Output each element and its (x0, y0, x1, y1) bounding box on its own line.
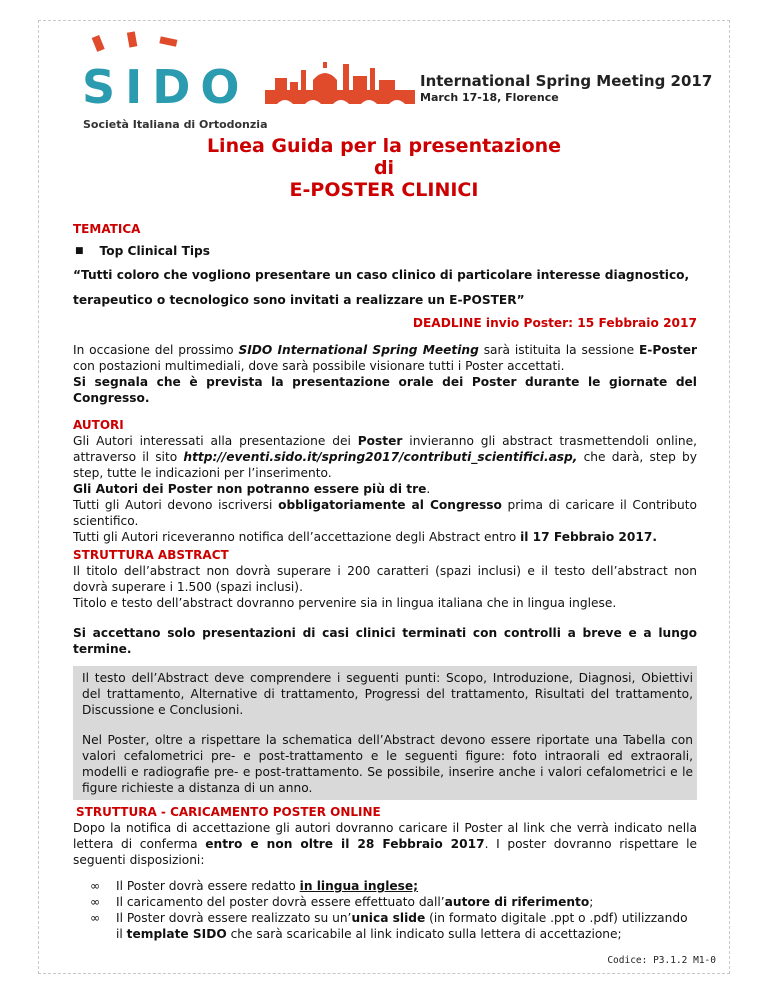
title-line-1: Linea Guida per la presentazione (206, 135, 562, 157)
quote-line-2: terapeutico o tecnologico sono invitati a realizzare un E-POSTER” (73, 293, 525, 307)
bullet-text: Top Clinical Tips (99, 244, 211, 258)
section-tematica (73, 221, 697, 331)
text: Il Poster dovrà essere redatto (116, 879, 300, 893)
text: invieranno gli abstract trasmettendoli online, attraverso il sito (73, 434, 697, 464)
intro-note: Si segnala che è prevista la presentazione orale dei Poster durante le giornate del Congresso. (73, 375, 697, 405)
requirements-list (73, 878, 697, 942)
text: . I poster dovranno rispettare le seguenti disposizioni: (73, 837, 697, 867)
logo-marks-icon (88, 30, 198, 62)
section-intro (73, 342, 697, 406)
header (80, 30, 713, 131)
text: con postazioni multimediali, dove sarà possibile visionare tutti i Poster accettati. (73, 359, 565, 373)
logo-text: SIDO (82, 60, 250, 114)
text: prima di caricare il Contributo scientifico. (73, 498, 697, 528)
submission-link[interactable]: http://eventi.sido.it/spring2017/contributi_scientifici.asp, (183, 450, 578, 464)
section-autori (73, 417, 697, 545)
list-item (90, 894, 697, 910)
square-bullet-icon: ■ (75, 246, 84, 256)
section-heading: STRUTTURA ABSTRACT (73, 548, 229, 562)
page-border-bottom (38, 973, 730, 974)
autori-paragraph-3 (73, 497, 697, 529)
box-paragraph-2: Nel Poster, oltre a rispettare la schematica dell’Abstract devono essere riportate una Tabella con valori cefalometrici pre- e post-trattamento e le seguenti figure: foto intraorali ed extraorali, modelli e radiografie pre- e post-trattamento. Se possibile, inserire anche i valori cefalometrici e le figure richieste a distanza di un anno. (82, 733, 693, 795)
autori-paragraph-4 (73, 529, 697, 545)
text: In occasione del prossimo (73, 343, 239, 357)
text: template SIDO (126, 927, 227, 941)
quote (73, 263, 697, 313)
quote-line-1: “Tutti coloro che vogliono presentare un caso clinico di particolare interesse diagnostico, (73, 268, 690, 282)
intro-paragraph (73, 342, 697, 374)
abstract-paragraph-2: Titolo e testo dell’abstract dovranno pervenire sia in lingua italiana che in lingua inglese. (73, 596, 617, 610)
list-item (90, 910, 697, 942)
document-title (0, 135, 768, 201)
title-line-3: E-POSTER CLINICI (289, 179, 479, 201)
text: sarà istituita la sessione (478, 343, 639, 357)
text: obbligatoriamente al Congresso (278, 498, 502, 512)
deadline-text: DEADLINE invio Poster: 15 Febbraio 2017 (412, 316, 697, 330)
abstract-requirements-box (73, 666, 697, 800)
text: il 17 Febbraio 2017. (520, 530, 657, 544)
text: E-Poster (638, 343, 698, 357)
text: Dopo la notifica di accettazione gli autori dovranno caricare il Poster al link che verrà indicato nella lettera di conferma (73, 821, 697, 851)
title-line-2: di (373, 157, 395, 179)
section-caricamento (73, 804, 697, 942)
logo-subtitle: Società Italiana di Ortodonzia (83, 118, 268, 131)
event-name: SIDO International Spring Meeting (238, 343, 479, 357)
autori-paragraph-2 (73, 481, 697, 497)
text: entro e non oltre il 28 Febbraio 2017 (205, 837, 485, 851)
text: Tutti gli Autori riceveranno notifica dell’accettazione degli Abstract entro (73, 530, 521, 544)
abstract-paragraph-3: Si accettano solo presentazioni di casi clinici terminati con controlli a breve e a lungo termine. (73, 626, 697, 656)
text: Gli Autori interessati alla presentazione dei (73, 434, 358, 448)
section-heading: STRUTTURA - CARICAMENTO POSTER ONLINE (76, 805, 381, 819)
text: Il Poster dovrà essere realizzato su un’ (116, 911, 352, 925)
text: che darà, step by step, tutte le indicazioni per l’inserimento. (73, 450, 697, 480)
document-code: Codice: P3.1.2 M1-0 (607, 955, 716, 966)
florence-skyline-icon (265, 60, 415, 110)
text: ; (589, 895, 594, 909)
abstract-paragraph-1: Il titolo dell’abstract non dovrà superare i 200 caratteri (spazi inclusi) e il testo dell’abstract non dovrà superare i 1.500 (spazi inclusi). (73, 564, 697, 594)
list-item (73, 243, 697, 259)
text: (in formato digitale .ppt o .pdf) utilizzando il (116, 911, 688, 941)
text: Poster (357, 434, 403, 448)
text: Il caricamento del poster dovrà essere effettuato dall’ (116, 895, 445, 909)
text: in lingua inglese; (299, 879, 419, 893)
page-border-top (38, 20, 730, 21)
text: . (426, 482, 431, 496)
section-heading: TEMATICA (73, 222, 141, 236)
text: Gli Autori dei Poster non potranno essere più di tre (73, 482, 427, 496)
meeting-title: International Spring Meeting 2017 (420, 72, 713, 90)
section-struttura-abstract (73, 547, 697, 800)
box-paragraph-1: Il testo dell’Abstract deve comprendere i seguenti punti: Scopo, Introduzione, Diagnosi, Obiettivi del trattamento, Alternative di trattamento, Progressi del trattamento, Risultati del trattamento, Discussione e Conclusioni. (82, 671, 693, 717)
section-heading: AUTORI (73, 418, 124, 432)
text: Tutti gli Autori devono iscriversi (73, 498, 279, 512)
text: unica slide (351, 911, 426, 925)
list-item (90, 878, 697, 894)
text: autore di riferimento (444, 895, 590, 909)
text: che sarà scaricabile al link indicato sulla lettera di accettazione; (226, 927, 622, 941)
autori-paragraph-1 (73, 433, 697, 481)
caricamento-paragraph (73, 820, 697, 868)
meeting-date: March 17-18, Florence (420, 91, 559, 104)
